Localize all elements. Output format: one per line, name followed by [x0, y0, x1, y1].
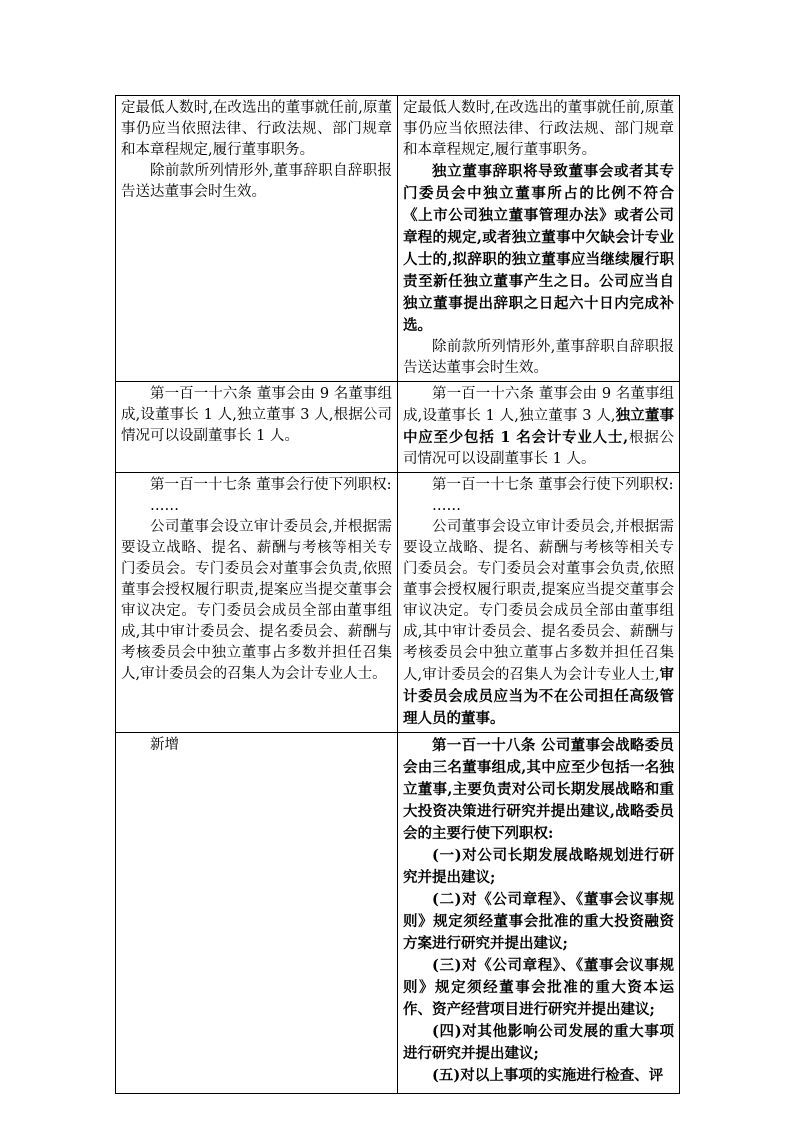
paragraph	[403, 384, 674, 470]
body-text: 除前款所列情形外,董事辞职自辞职报告送达董事会时生效。	[121, 163, 392, 200]
revised-addition-text: (五)对以上事项的实施进行检查、评	[432, 1067, 664, 1084]
original-text-cell	[116, 733, 398, 1094]
original-text-cell	[116, 473, 398, 733]
paragraph	[403, 161, 674, 337]
paragraph	[121, 161, 392, 203]
revised-text-cell	[398, 473, 680, 733]
revised-addition-text: (二)对《公司章程》、《董事会议事规则》规定须经董事会批准的重大投资融资方案进行研究并提出建议;	[403, 891, 674, 952]
comparison-row	[116, 96, 680, 382]
body-text: ……	[432, 498, 461, 514]
revision-comparison-table	[115, 95, 680, 1094]
body-text: ……	[150, 498, 179, 514]
paragraph	[403, 955, 674, 1021]
paragraph	[121, 496, 392, 517]
revised-text-cell	[398, 733, 680, 1094]
paragraph	[403, 735, 674, 845]
paragraph	[121, 384, 392, 447]
revised-text-cell	[398, 382, 680, 473]
paragraph	[403, 475, 674, 496]
body-text: 公司董事会设立审计委员会,并根据需要设立战略、提名、薪酬与考核等相关专门委员会。专门委员会对董事会负责,依照董事会授权履行职责,提案应当提交董事会审议决定。专门委员会成员全部由董事组成,其中审计委员会、提名委员会、薪酬与考核委员会中独立董事占多数并担任召集人,审计委员会的召集人为会计专业人士。	[121, 519, 392, 682]
paragraph	[403, 889, 674, 955]
body-text: 新增	[150, 737, 179, 753]
revised-addition-text: 独立董事中应至少包括 1 名会计专业人士,	[403, 407, 674, 446]
body-text: 第一百一十七条 董事会行使下列职权:	[432, 477, 674, 493]
comparison-row	[116, 733, 680, 1094]
comparison-row	[116, 382, 680, 473]
revised-addition-text: (一)对公司长期发展战略规划进行研究并提出建议;	[403, 847, 674, 886]
paragraph	[121, 98, 392, 161]
revised-addition-text: 独立董事辞职将导致董事会或者其专门委员会中独立董事所占的比例不符合《上市公司独立董事管理办法》或者公司章程的规定,或者独立董事中欠缺会计专业人士的,拟辞职的独立董事应当继续履行职责至新任独立董事产生之日。公司应当自独立董事提出辞职之日起六十日内完成补选。	[403, 163, 674, 334]
revised-addition-text: 第一百一十八条 公司董事会战略委员会由三名董事组成,其中应至少包括一名独立董事,主要负责对公司长期发展战略和重大投资决策进行研究并提出建议,战略委员会的主要行使下列职权:	[403, 737, 674, 842]
paragraph	[403, 1065, 674, 1087]
body-text: 公司董事会设立审计委员会,并根据需要设立战略、提名、薪酬与考核等相关专门委员会。专门委员会对董事会负责,依照董事会授权履行职责,提案应当提交董事会审议决定。专门委员会成员全部由董事组成,其中审计委员会、提名委员会、薪酬与考核委员会中独立董事占多数并担任召集人,审计委员会的召集人为会计专业人士,	[403, 519, 674, 683]
body-text: 第一百一十六条 董事会由 9 名董事组成,设董事长 1 人,独立董事 3 人,根据公司情况可以设副董事长 1 人。	[121, 386, 392, 444]
revised-addition-text: 审计委员会成员应当为不在公司担任高级管理人员的董事。	[403, 666, 675, 727]
paragraph	[403, 496, 674, 517]
body-text: 除前款所列情形外,董事辞职自辞职报告送达董事会时生效。	[403, 339, 674, 376]
body-text: 第一百一十六条 董事会由 9 名董事组成,设董事长 1 人,独立董事 3 人,	[403, 386, 674, 424]
paragraph	[403, 98, 674, 161]
paragraph	[403, 517, 674, 730]
revised-addition-text: (四)对其他影响公司发展的重大事项进行研究并提出建议;	[403, 1023, 674, 1062]
body-text: 定最低人数时,在改选出的董事就任前,原董事仍应当依照法律、行政法规、部门规章和本章程规定,履行董事职务。	[403, 100, 674, 158]
original-text-cell	[116, 382, 398, 473]
revised-text-cell	[398, 96, 680, 382]
body-text: 第一百一十七条 董事会行使下列职权:	[150, 477, 392, 493]
body-text: 根据公司情况可以设副董事长 1 人。	[403, 430, 675, 467]
paragraph	[403, 845, 674, 889]
comparison-table-body	[116, 96, 680, 1094]
original-text-cell	[116, 96, 398, 382]
paragraph	[121, 475, 392, 496]
paragraph	[403, 1021, 674, 1065]
paragraph	[403, 337, 674, 379]
paragraph	[121, 517, 392, 685]
body-text: 定最低人数时,在改选出的董事就任前,原董事仍应当依照法律、行政法规、部门规章和本章程规定,履行董事职务。	[121, 100, 392, 158]
revised-addition-text: (三)对《公司章程》、《董事会议事规则》规定须经董事会批准的重大资本运作、资产经营项目进行研究并提出建议;	[403, 957, 674, 1018]
comparison-row	[116, 473, 680, 733]
paragraph	[121, 735, 392, 756]
